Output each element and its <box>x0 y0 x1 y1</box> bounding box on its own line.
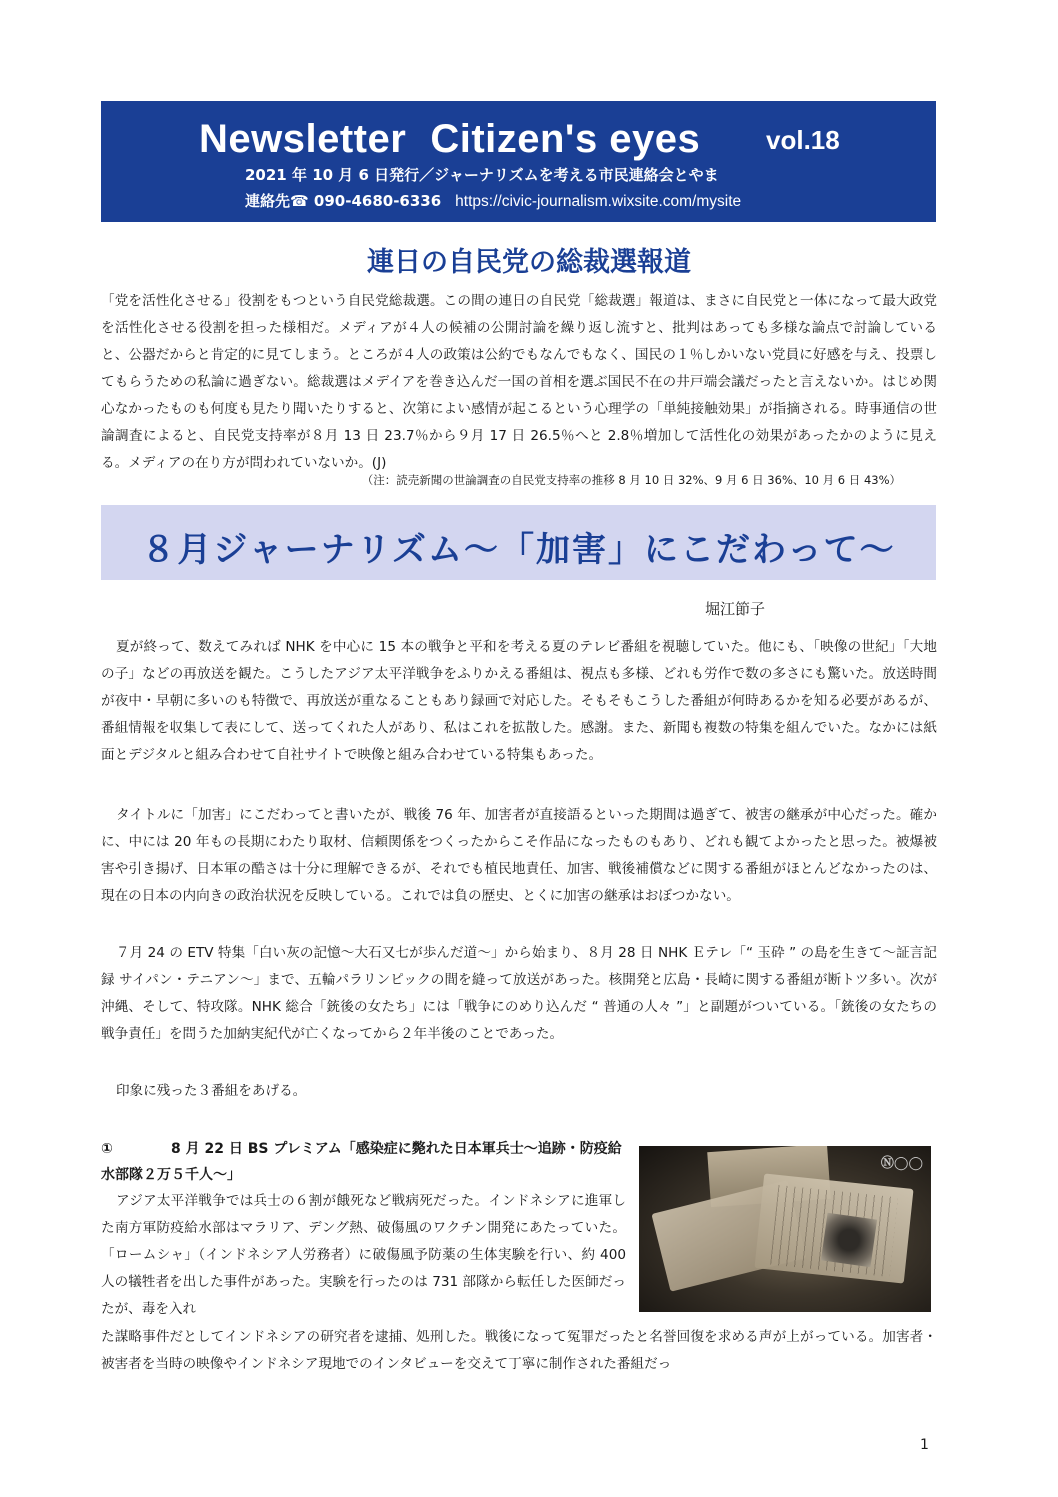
war-documents-photo <box>639 1146 931 1312</box>
article2-title: ８月ジャーナリズム～「加害」にこだわって～ <box>141 530 896 570</box>
publication-info: 2021 年 10 月 6 日発行／ジャーナリズムを考える市民連絡会とやま <box>245 166 719 184</box>
newsletter-title <box>199 117 700 162</box>
article2-paragraph-3: ７月 24 の ETV 特集「白い灰の記憶～大石又七が歩んだ道～」から始まり、８月 28 日 NHK Ｅテレ「“ 玉砕 ” の島を生きて～証言記録 サイパン・テニアン～」まで、五輪パラリンピックの間を縫って放送があった。核開発と広島・長崎に関する番組が断トツ多い。次が沖縄、そして、特攻隊。NHK 総合「銃後の女たち」には「戦争にのめり込んだ “ 普通の人々 ”」と副題がついている。「銃後の女たちの戦争責任」を問うた加納実紀代が亡くなってから２年半後のことであった。 <box>101 945 937 1042</box>
article1-note: （注：読売新聞の世論調査の自民党支持率の推移 8 月 10 日 32%、9 月 6 日 36%、10 月 6 日 43%） <box>361 473 901 487</box>
section1-heading-text: 8 月 22 日 BS プレミアム「感染症に斃れた日本軍兵士～追跡・防疫給水部隊２万５千人～」 <box>101 1141 622 1183</box>
article2-paragraph-1: 夏が終って、数えてみれば NHK を中心に 15 本の戦争と平和を考える夏のテレビ番組を視聴していた。他にも、「映像の世紀」「大地の子」などの再放送を観た。こうしたアジア太平洋戦争をふりかえる番組は、視点も多様、どれも労作で数の多さにも驚いた。放送時間が夜中・早朝に多いのも特徴で、再放送が重なることもあり録画で対応した。そもそもこうした番組が何時あるかを知る必要があるが、番組情報を収集して表にして、送ってくれた人があり、私はこれを拡散した。感謝。また、新聞も複数の特集を組んでいた。なかには紙面とデジタルと組み合わせて自社サイトで映像と組み合わせている特集もあった。 <box>101 639 937 763</box>
photo-old-picture <box>821 1213 877 1267</box>
contact-phone: 連絡先☎ 090-4680-6336 <box>245 192 442 210</box>
section1-heading <box>101 1136 626 1188</box>
article2-paragraph-2: タイトルに「加害」にこだわってと書いたが、戦後 76 年、加害者が直接語るといった期間は過ぎて、被害の継承が中心だった。確かに、中には 20 年もの長期にわたり取材、信頼関係をつくったからこそ作品になったものもあり、どれも観てよかったと思った。被爆被害や引き揚げ、日本軍の酷さは十分に理解できるが、それでも植民地責任、加害、戦後補償などに関する番組がほとんどなかったのは、現在の日本の内向きの政治状況を反映している。これでは負の歴史、とくに加害の継承はおぼつかない。 <box>101 807 937 904</box>
newsletter-title-part2: Citizen's eyes <box>430 117 701 161</box>
page-number: 1 <box>920 1437 929 1453</box>
website-url: https://civic-journalism.wixsite.com/mysite <box>455 193 742 210</box>
article2-author: 堀江節子 <box>705 600 766 618</box>
section1-number: ① <box>101 1141 113 1157</box>
section1-body-beside-photo: アジア太平洋戦争では兵士の６割が餓死など戦病死だった。インドネシアに進軍した南方軍防疫給水部はマラリア、デング熱、破傷風のワクチン開発にあたっていた。「ロームシャ」（インドネシア人労務者）に破傷風予防薬の生体実験を行い、約 400 人の犠牲者を出した事件があった。実験を行ったのは 731 部隊から転任した医師だったが、毒を入れ <box>101 1193 626 1317</box>
volume-number: vol.18 <box>766 125 840 155</box>
newsletter-title-part1: Newsletter <box>199 117 407 161</box>
broadcaster-logo-icon: Ⓝ◯◯ <box>880 1156 923 1171</box>
section1-body-full-width: た謀略事件だとしてインドネシアの研究者を逮捕、処刑した。戦後になって冤罪だったと名誉回復を求める声が上がっている。加害者・被害者を当時の映像やインドネシア現地でのインタビューを交えて丁寧に制作された番組だっ <box>101 1329 937 1372</box>
article1-body: 「党を活性化させる」役割をもつという自民党総裁選。この間の連日の自民党「総裁選」報道は、まさに自民党と一体になって最大政党を活性化させる役割を担った様相だ。メディアが４人の候補の公開討論を繰り返し流すと、批判はあっても多様な論点で討論していると、公器だからと肯定的に見てしまう。ところが４人の政策は公約でもなんでもなく、国民の１％しかいない党員に好感を与え、投票してもらうための私論に過ぎない。総裁選はメデイアを巻き込んだ一国の首相を選ぶ国民不在の井戸端会議だったと言えないか。はじめ関心なかったものも何度も見たり聞いたりすると、次第によい感情が起こるという心理学の「単純接触効果」が指摘される。時事通信の世論調査によると、自民党支持率が８月 13 日 23.7％から９月 17 日 26.5％へと 2.8％増加して活性化の効果があったかのように見える。メディアの在り方が問われていないか。(J) <box>101 293 937 471</box>
contact-info <box>245 190 741 211</box>
article1-title: 連日の自民党の総裁選報道 <box>367 247 691 278</box>
article2-paragraph-4: 印象に残った３番組をあげる。 <box>115 1083 307 1099</box>
article2-banner <box>101 505 936 580</box>
newsletter-header <box>101 101 936 222</box>
